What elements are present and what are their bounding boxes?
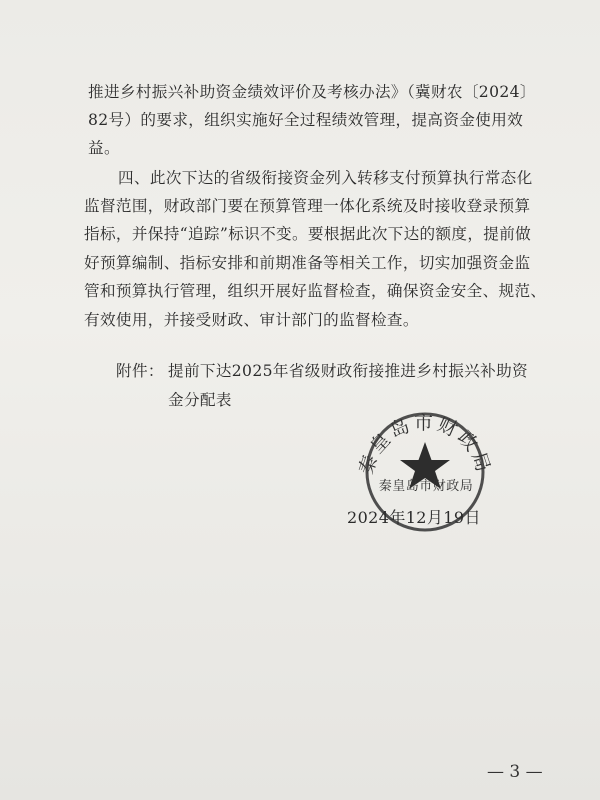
issue-date: 2024年12月19日 <box>347 508 481 527</box>
body-line-4: 四、此次下达的省级衔接资金列入转移支付预算执行常态化 <box>118 169 533 187</box>
body-line-6: 指标，并保持“追踪”标识不变。要根据此次下达的额度，提前做 <box>84 225 532 243</box>
attachment-title-line-2: 金分配表 <box>168 391 232 409</box>
body-line-5: 监督范围，财政部门要在预算管理一体化系统及时接收登录预算 <box>84 197 531 215</box>
body-line-3: 益。 <box>88 139 120 157</box>
attachment-title-line-1: 提前下达2025年省级财政衔接推进乡村振兴补助资 <box>168 362 528 380</box>
page-number: — 3 — <box>487 762 543 782</box>
body-line-9: 有效使用，并接受财政、审计部门的监督检查。 <box>84 311 419 329</box>
seal-arc-text: 秦皇岛市财政局 <box>355 412 495 478</box>
body-line-7: 好预算编制、指标安排和前期准备等相关工作，切实加强资金监 <box>84 254 531 272</box>
seal-bottom-text: 秦皇岛市财政局 <box>378 479 474 494</box>
body-line-1: 推进乡村振兴补助资金绩效评价及考核办法》（冀财农〔2024〕 <box>88 83 536 101</box>
body-line-2: 82号）的要求，组织实施好全过程绩效管理，提高资金使用效 <box>88 111 524 129</box>
body-line-8: 管和预算执行管理，组织开展好监督检查，确保资金安全、规范、 <box>84 282 547 300</box>
attachment-label: 附件： <box>116 362 164 380</box>
